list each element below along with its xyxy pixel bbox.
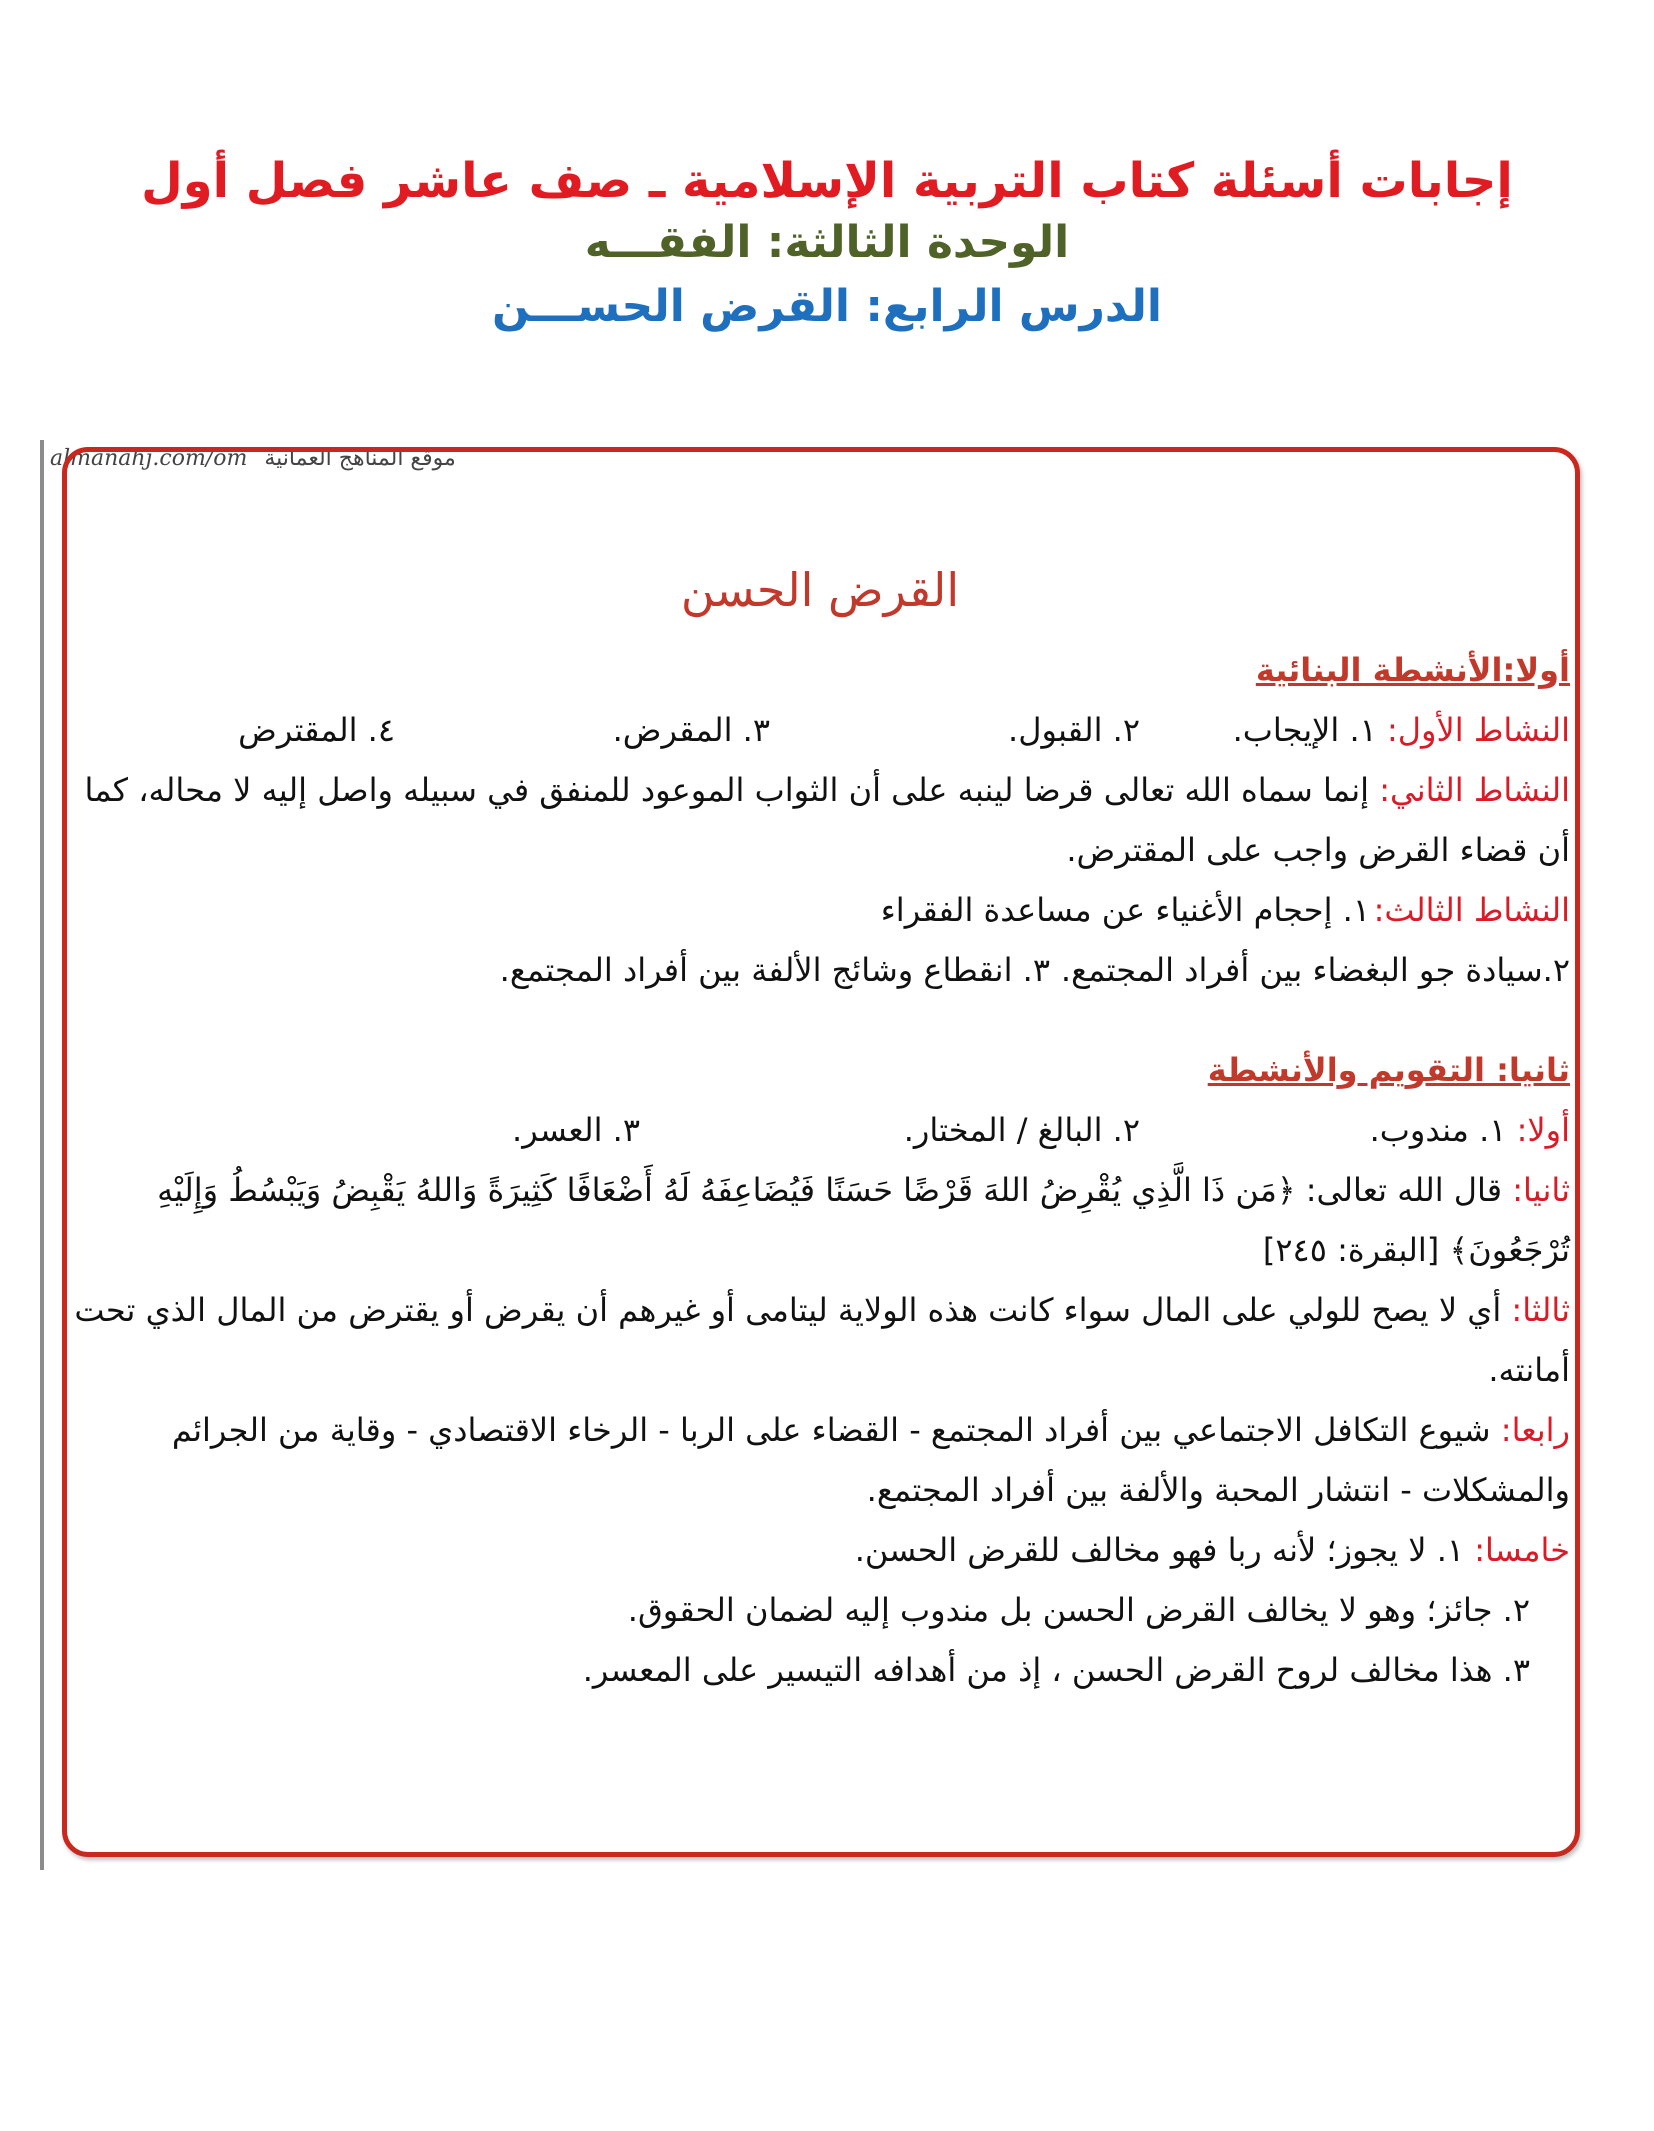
- activity-3-row-2: [70, 940, 1570, 1000]
- question-3-label: ثالثا:: [1511, 1291, 1570, 1329]
- activity-1-item-1: ١. الإيجاب.: [1232, 711, 1377, 749]
- question-4-label: رابعا:: [1500, 1411, 1570, 1449]
- question-5-item-2: ٢. جائز؛ وهو لا يخالف القرض الحسن بل مندوب إليه لضمان الحقوق.: [627, 1591, 1530, 1629]
- activity-1-item-2: ٢. القبول.: [1008, 711, 1140, 749]
- section-2-title: ثانيا: التقويم والأنشطة: [1207, 1051, 1570, 1089]
- activity-1-item-4: ٤. المقترض: [238, 711, 395, 749]
- question-4: [70, 1400, 1570, 1520]
- left-margin-bar: [40, 440, 44, 1870]
- spacer: [70, 1000, 1570, 1040]
- question-3: [70, 1280, 1570, 1400]
- activity-1-item-3: ٣. المقرض.: [612, 711, 770, 749]
- question-5-line-2: [70, 1580, 1570, 1640]
- page-title: إجابات أسئلة كتاب التربية الإسلامية ـ صف عاشر فصل أول: [141, 153, 1513, 209]
- activity-1-row: [70, 700, 1570, 760]
- activity-1-label: النشاط الأول:: [1387, 711, 1570, 749]
- question-1-item-2: ٢. البالغ / المختار.: [903, 1111, 1140, 1149]
- lesson-title: الدرس الرابع: القرض الحســـن: [492, 281, 1162, 332]
- page-header: [0, 150, 1654, 340]
- activity-3-label: النشاط الثالث:: [1373, 891, 1570, 929]
- activity-2: [70, 760, 1570, 880]
- box-title: القرض الحسن: [680, 563, 960, 617]
- activity-1-cell: [1140, 700, 1570, 760]
- activity-2-text: إنما سماه الله تعالى قرضا لينبه على أن الثواب الموعود للمنفق في سبيله واصل إليه لا محاله، كما أن قضاء القرض واجب على المقترض.: [84, 771, 1570, 869]
- question-5-line-3: [70, 1640, 1570, 1700]
- answers-content: [70, 550, 1570, 1700]
- activity-3-item-1: ١. إحجام الأغنياء عن مساعدة الفقراء: [880, 891, 1370, 929]
- section-1-title: أولا:الأنشطة البنائية: [1255, 651, 1570, 689]
- question-2-label: ثانيا:: [1512, 1171, 1570, 1209]
- question-4-text: شيوع التكافل الاجتماعي بين أفراد المجتمع - القضاء على الربا - الرخاء الاقتصادي - وقاية من الجرائم والمشكلات - انتشار المحبة والألفة بين أفراد المجتمع.: [171, 1411, 1570, 1509]
- activity-3-item-2: ٢.سيادة جو البغضاء بين أفراد المجتمع.: [1060, 951, 1570, 989]
- question-5-item-1: ١. لا يجوز؛ لأنه ربا فهو مخالف للقرض الحسن.: [854, 1531, 1475, 1569]
- activity-2-label: النشاط الثاني:: [1379, 771, 1570, 809]
- question-5: [70, 1520, 1570, 1580]
- question-1-item-1: ١. مندوب.: [1369, 1111, 1507, 1149]
- watermark-site: موقع المناهج العمانية: [264, 446, 456, 471]
- question-1-item-3: ٣. العسر.: [512, 1111, 640, 1149]
- question-1-row: [70, 1100, 1570, 1160]
- section-2-heading: [70, 1040, 1570, 1100]
- question-1-cell: [1140, 1100, 1570, 1160]
- watermark-url: almanahj.com/om: [50, 446, 248, 471]
- question-5-item-3: ٣. هذا مخالف لروح القرض الحسن ، إذ من أهدافه التيسير على المعسر.: [582, 1651, 1530, 1689]
- section-1-heading: [70, 640, 1570, 700]
- question-1-label: أولا:: [1516, 1111, 1570, 1149]
- question-3-text: أي لا يصح للولي على المال سواء كانت هذه الولاية ليتامى أو غيرهم أن يقرض أو يقترض من المال الذي تحت أمانته.: [74, 1291, 1570, 1389]
- activity-3-row: [70, 880, 1570, 940]
- question-2: [70, 1160, 1570, 1280]
- question-2-text: قال الله تعالى: ﴿مَن ذَا الَّذِي يُقْرِضُ اللهَ قَرْضًا حَسَنًا فَيُضَاعِفَهُ لَهُ أَضْعَافًا كَثِيرَةً وَاللهُ يَقْبِضُ وَيَبْسُطُ وَإِلَيْهِ تُرْجَعُونَ﴾ [البقرة: ٢٤٥]: [157, 1171, 1570, 1269]
- activity-3-item-3: ٣. انقطاع وشائج الألفة بين أفراد المجتمع.: [499, 951, 1050, 989]
- question-5-label: خامسا:: [1474, 1531, 1570, 1569]
- unit-title: الوحدة الثالثة: الفقـــه: [584, 217, 1070, 268]
